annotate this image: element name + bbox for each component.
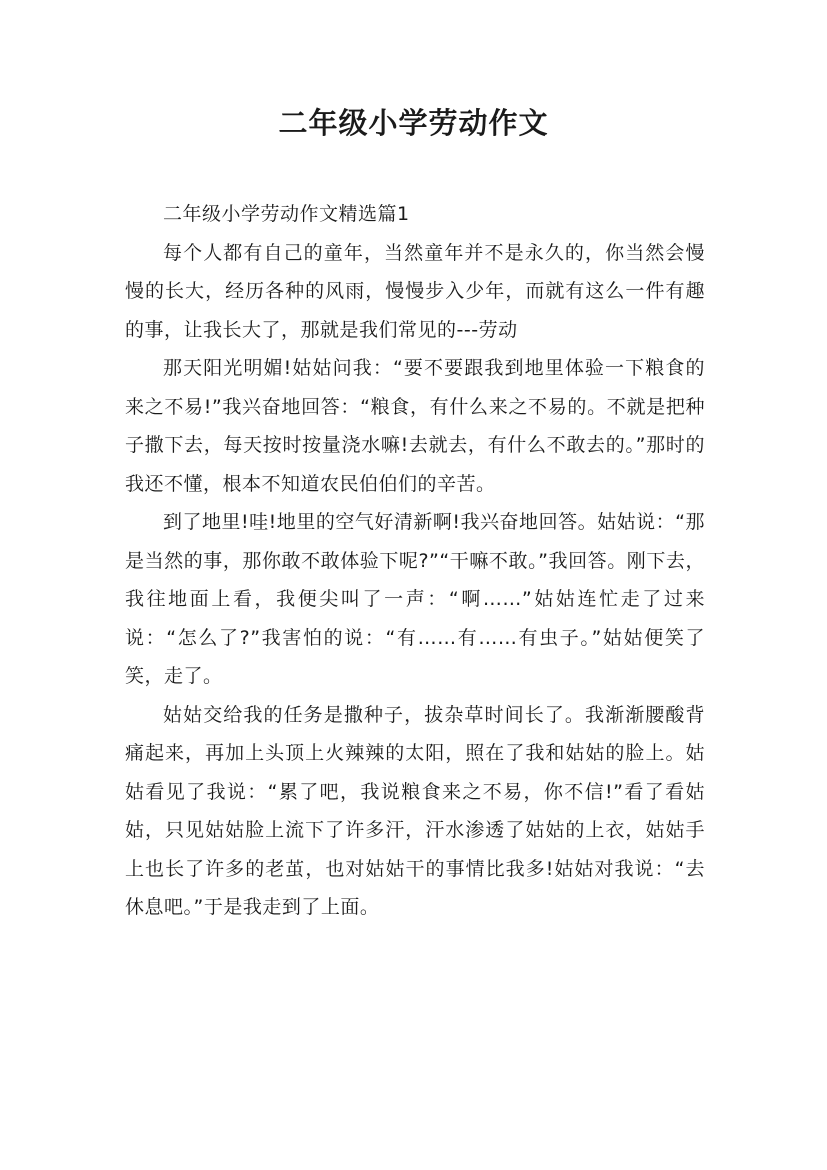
document-title: 二年级小学劳动作文 — [278, 106, 549, 140]
section-subtitle: 二年级小学劳动作文精选篇1 — [163, 203, 410, 225]
paragraph-2: 那天阳光明媚!姑姑问我：“要不要跟我到地里体验一下粮食的来之不易!”我兴奋地回答：“粮食，有什么来之不易的。不就是把种子撒下去，每天按时按量浇水嘛!去就去，有什么不敢去的。”那时的我还不懂，根本不知道农民伯伯们的辛苦。 — [125, 357, 705, 495]
paragraph-4: 姑姑交给我的任务是撒种子，拔杂草时间长了。我渐渐腰酸背痛起来，再加上头顶上火辣辣的太阳，照在了我和姑姑的脸上。姑姑看见了我说：“累了吧，我说粮食来之不易，你不信!”看了看姑姑，只见姑姑脸上流下了许多汗，汗水渗透了姑姑的上衣，姑姑手上也长了许多的老茧，也对姑姑干的事情比我多!姑姑对我说：“去休息吧。”于是我走到了上面。 — [125, 703, 705, 918]
paragraph-1: 每个人都有自己的童年，当然童年并不是永久的，你当然会慢慢的长大，经历各种的风雨，慢慢步入少年，而就有这么一件有趣的事，让我长大了，那就是我们常见的---劳动 — [125, 241, 705, 341]
paragraph-3: 到了地里!哇!地里的空气好清新啊!我兴奋地回答。姑姑说：“那是当然的事，那你敢不敢体验下呢?”“干嘛不敢。”我回答。刚下去，我往地面上看，我便尖叫了一声：“啊……”姑姑连忙走了过来说：“怎么了?”我害怕的说：“有……有……有虫子。”姑姑便笑了笑，走了。 — [125, 511, 705, 687]
document-body — [125, 195, 705, 927]
